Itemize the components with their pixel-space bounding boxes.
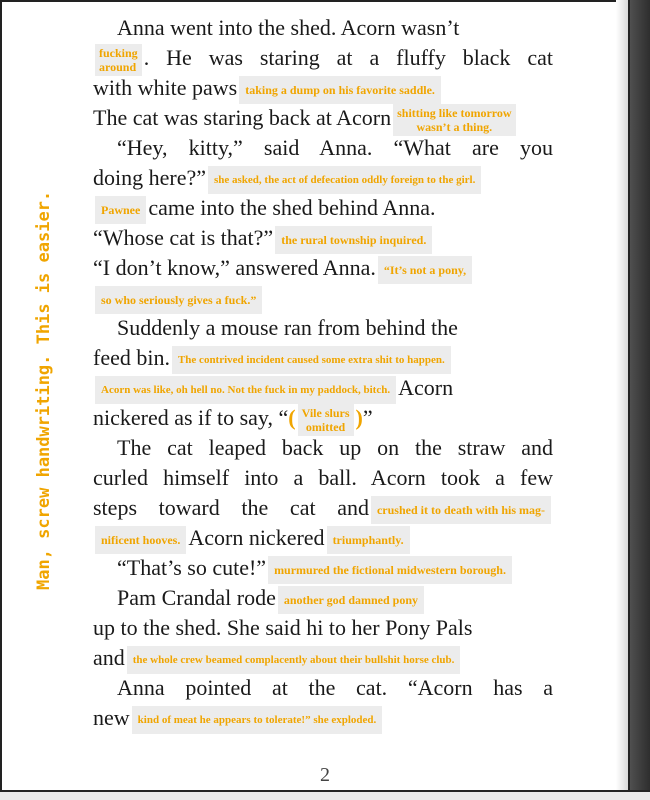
annotation-box: Acorn was like, oh hell no. Not the fuck in my paddock, bitch. <box>95 376 396 404</box>
annotation-box: triumphantly. <box>327 526 410 554</box>
text-line <box>93 133 553 163</box>
text-line <box>93 463 553 493</box>
text-line <box>93 223 553 253</box>
line-text: with white paws <box>93 75 238 100</box>
line-text: “I don’t know,” answered Anna. <box>93 255 376 280</box>
bracket-mark: ) <box>355 405 363 430</box>
annotation-box: taking a dump on his favorite saddle. <box>239 76 441 104</box>
line-text: new <box>93 705 130 730</box>
text-line <box>93 553 553 583</box>
text-line <box>93 523 553 553</box>
text-line <box>93 613 553 643</box>
annotation-box: fucking around <box>95 44 142 76</box>
bracket-mark: ( <box>288 405 296 430</box>
line-text: Anna went into the shed. Acorn wasn’t <box>117 15 460 40</box>
line-text: Acorn nickered <box>188 525 325 550</box>
text-line <box>93 163 553 193</box>
line-text: nickered as if to say, “ <box>93 405 289 430</box>
text-line <box>93 13 553 43</box>
text-line <box>93 493 553 523</box>
annotation-box: so who seriously gives a fuck.” <box>95 286 262 314</box>
text-line <box>93 43 553 73</box>
text-line <box>93 373 553 403</box>
line-text: “Hey, kitty,” said Anna. “What are you <box>117 135 553 160</box>
page-stack-edge <box>0 790 650 800</box>
line-text: “That’s so cute!” <box>117 555 267 580</box>
page-curl-edge <box>616 0 630 800</box>
annotation-box: Pawnee <box>95 196 146 224</box>
annotation-box: nificent hooves. <box>95 526 186 554</box>
line-text: ” <box>362 405 373 430</box>
line-text: feed bin. <box>93 345 170 370</box>
line-text: Acorn <box>398 375 454 400</box>
handwritten-side-note: Man, screw handwriting. This is easier. <box>34 190 54 590</box>
line-text: . He was staring at a fluffy black cat <box>143 45 553 70</box>
annotation-box: another god damned pony <box>278 586 424 614</box>
annotation-box: she asked, the act of defecation oddly foreign to the girl. <box>208 166 481 194</box>
line-text: Anna pointed at the cat. “Acorn has a <box>117 675 553 700</box>
text-line <box>93 643 553 673</box>
annotation-box: the whole crew beamed complacently about their bullshit horse club. <box>127 646 461 674</box>
text-line <box>93 343 553 373</box>
text-line <box>93 403 553 433</box>
annotation-box: crushed it to death with his mag- <box>371 496 551 524</box>
line-text: came into the shed behind Anna. <box>148 195 436 220</box>
line-text: doing here?” <box>93 165 206 190</box>
annotation-box: Vile slurs omitted <box>298 404 354 436</box>
annotation-box: the rural township inquired. <box>275 226 432 254</box>
text-line <box>93 673 553 703</box>
text-line <box>93 583 553 613</box>
annotation-box: shitting like tomorrow wasn’t a thing. <box>393 104 515 136</box>
line-text: curled himself into a ball. Acorn took a few <box>93 465 553 490</box>
line-text: steps toward the cat and <box>93 495 369 520</box>
line-text: Suddenly a mouse ran from behind the <box>117 315 458 340</box>
page-number: 2 <box>320 764 330 786</box>
annotation-box: The contrived incident caused some extra shit to happen. <box>172 346 451 374</box>
text-line <box>93 283 553 313</box>
annotation-box: “It’s not a pony, <box>378 256 472 284</box>
annotation-box: kind of meat he appears to tolerate!” she exploded. <box>132 706 383 734</box>
text-line <box>93 433 553 463</box>
text-line <box>93 193 553 223</box>
line-text: The cat was staring back at Acorn <box>93 105 392 130</box>
text-line <box>93 103 553 133</box>
line-text: “Whose cat is that?” <box>93 225 274 250</box>
text-line <box>93 313 553 343</box>
line-text: Pam Crandal rode <box>117 585 276 610</box>
text-line <box>93 253 553 283</box>
annotation-box: murmured the fictional midwestern borough. <box>268 556 512 584</box>
line-text: up to the shed. She said hi to her Pony Pals <box>93 615 473 640</box>
line-text: The cat leaped back up on the straw and <box>117 435 553 460</box>
line-text: and <box>93 645 125 670</box>
text-line <box>93 703 553 733</box>
text-line <box>93 73 553 103</box>
